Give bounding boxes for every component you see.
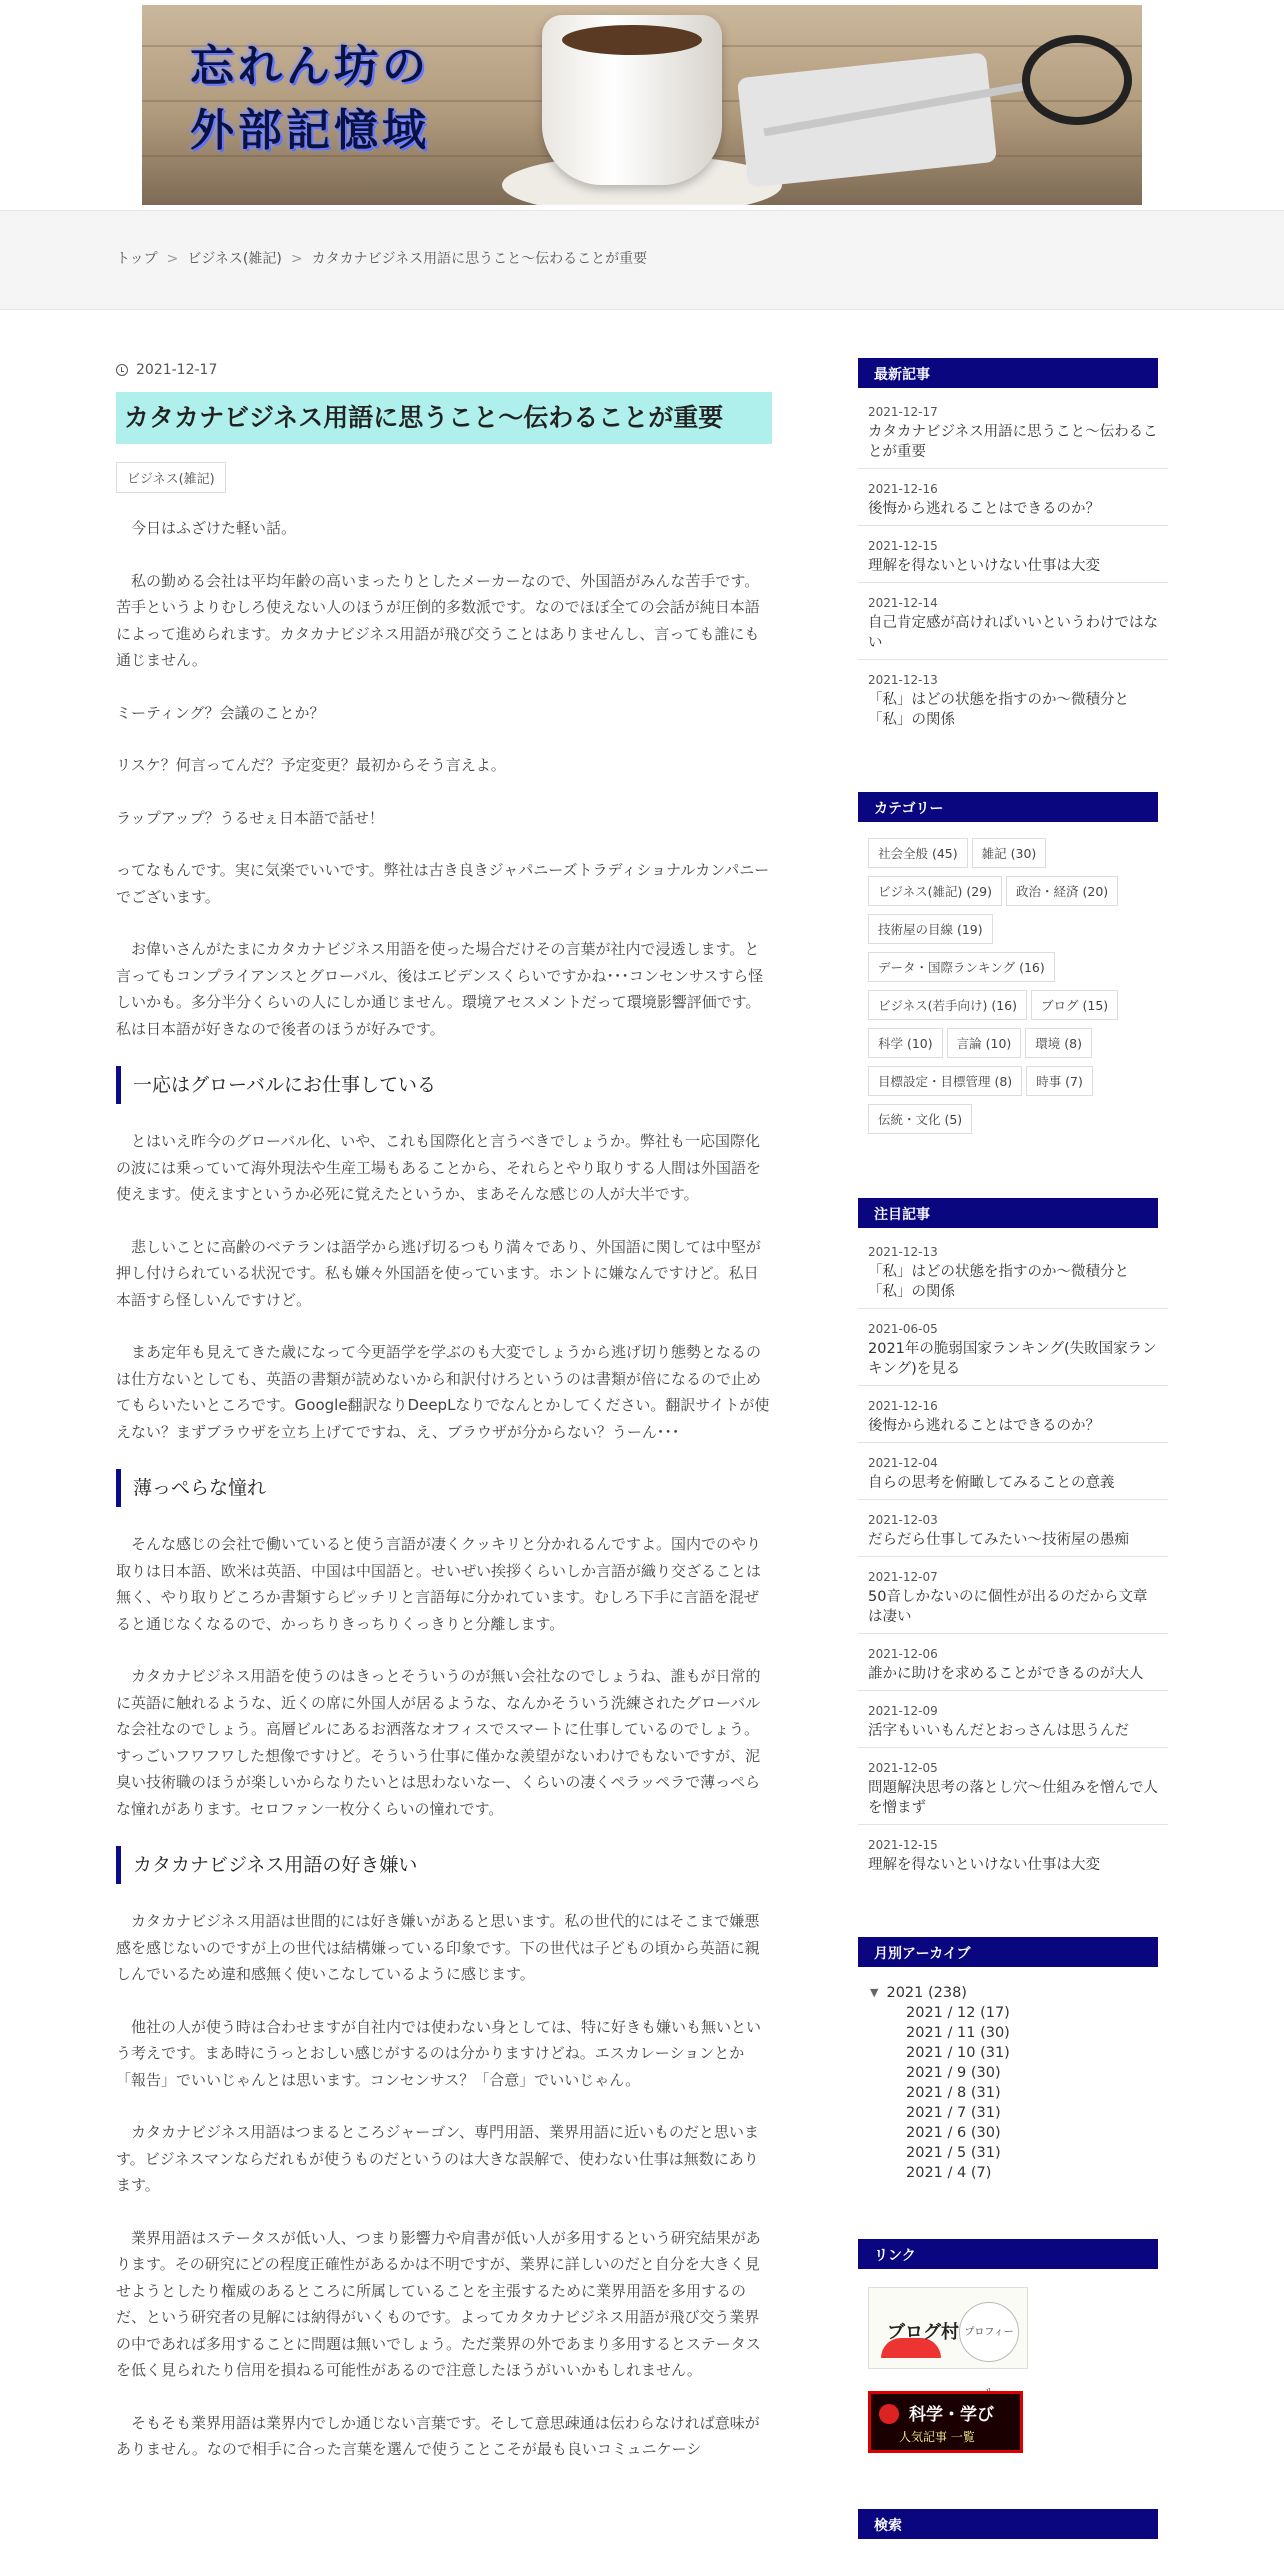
archive-widget xyxy=(858,1937,1168,2183)
category-tag[interactable]: ビジネス(雑記) (29) xyxy=(868,876,1002,906)
featured-post-date: 2021-12-09 xyxy=(868,1704,938,1718)
recent-post-item[interactable] xyxy=(858,660,1168,736)
breadcrumb-separator: > xyxy=(166,251,179,267)
paragraph: そんな感じの会社で働いていると使う言語が凄くクッキリと分かれるんですよ。国内でのやり取りは日本語、欧米は英語、中国は中国語と。せいぜい挨拶くらいしか言語が織り交ざることは無く、やり取りどころか書類すらピッチリと言語毎に分かれています。むしろ下手に言語を混ぜると通じなくなるので、かっちりきっちりくっきりと分離します。 xyxy=(116,1535,762,1633)
paragraph: ミーティング？会議のことか？ xyxy=(116,703,325,722)
archive-month-link[interactable]: 2021 / 10 (31) xyxy=(906,2045,1010,2061)
paragraph: カタカナビジネス用語を使うのはきっとそういうのが無い会社なのでしょうね、誰もが日常的に英語に触れるような、近くの席に外国人が居るような、なんかそういう洗練されたグローバルな会社なのでしょう。高層ビルにあるお洒落なオフィスでスマートに仕事しているのでしょう。すっごいフワフワした想像ですけど。そういう仕事に僅かな羨望がないわけでもないですが、泥臭い技術職のほうが楽しいからなりたいとは思わないなー、くらいの凄くペラッペラで薄っぺらな憧れがあります。セロファン一枚分くらいの憧れです。 xyxy=(116,1667,761,1818)
paragraph: お偉いさんがたまにカタカナビジネス用語を使った場合だけその言葉が社内で浸透します。と言ってもコンプライアンスとグローバル、後はエビデンスくらいですかね･･･コンセンサスすら怪しいかも。多分半分くらいの人にしか通じません。環境アセスメントだって環境影響評価です。私は日本語が好きなので後者のほうが好みです。 xyxy=(116,940,764,1038)
site-title xyxy=(190,35,430,163)
featured-post-item[interactable] xyxy=(858,1386,1168,1443)
featured-post-item[interactable] xyxy=(858,1500,1168,1557)
recent-post-date: 2021-12-16 xyxy=(868,482,938,496)
blogmura-text: ブログ村 xyxy=(887,2322,959,2343)
paragraph: 他社の人が使う時は合わせますが自社内では使わない身としては、特に好きも嫌いも無いという考えです。まあ時にうっとおしい感じがするのは分かりますけどね。エスカレーションとか「報告」でいいじゃんとは思います。コンセンサス？「合意」でいいじゃん。 xyxy=(116,2017,762,2089)
category-tag[interactable]: 言論 (10) xyxy=(947,1028,1022,1058)
science-banner-line2: 人気記事 一覧 xyxy=(899,2430,975,2444)
featured-post-item[interactable] xyxy=(858,1748,1168,1825)
archive-month-link[interactable]: 2021 / 8 (31) xyxy=(906,2085,1001,2101)
category-list xyxy=(858,822,1168,1142)
science-banner-line1: 科学・学び xyxy=(909,2405,994,2425)
featured-post-item[interactable] xyxy=(858,1557,1168,1634)
featured-post-date: 2021-06-05 xyxy=(868,1322,938,1336)
featured-post-title[interactable]: だらだら仕事してみたい～技術屋の愚痴 xyxy=(868,1532,1129,1548)
paragraph: 業界用語はステータスが低い人、つまり影響力や肩書が低い人が多用するという研究結果があります。その研究にどの程度正確性があるかは不明ですが、業界に詳しいのだと自分を大きく見せようとしたり権威のあるところに所属していることを主張するために業界用語を多用するのだ、という研究者の見解には納得がいくものです。よってカタカナビジネス用語が飛び交う業界の中であれば多用することに問題は無いでしょう。ただ業界の外であまり多用するとステータスを低く見られたり信用を損ねる可能性があるので注意したほうがいいかもしれません。 xyxy=(116,2228,761,2379)
paragraph: まあ定年も見えてきた歳になって今更語学を学ぶのも大変でしょうから逃げ切り態勢となるのは仕方ないとしても、英語の書類が読めないから和訳付けろというのは書類が倍になるので止めてもらいたいところです。Google翻訳なりDeepLなりでなんとかしてください。翻訳サイトが使えない？まずブラウザを立ち上げてですね、え、ブラウザが分からない？うーん･･･ xyxy=(116,1343,770,1441)
section-heading: 一応はグローバルにお仕事している xyxy=(116,1066,772,1104)
link-list xyxy=(858,2269,1168,2453)
breadcrumb-category-link[interactable]: ビジネス(雑記) xyxy=(187,251,282,267)
recent-post-item[interactable] xyxy=(858,526,1168,583)
sidebar xyxy=(858,358,1168,2539)
category-tag[interactable]: 社会全般 (45) xyxy=(868,838,968,868)
archive-month-link[interactable]: 2021 / 7 (31) xyxy=(906,2105,1001,2121)
profile-badge: プロフィー xyxy=(959,2302,1019,2362)
science-ranking-banner[interactable] xyxy=(868,2391,1023,2453)
featured-post-item[interactable] xyxy=(858,1232,1168,1309)
featured-post-title[interactable]: 自らの思考を俯瞰してみることの意義 xyxy=(868,1475,1115,1491)
archive-month-link[interactable]: 2021 / 11 (30) xyxy=(906,2025,1010,2041)
recent-post-date: 2021-12-17 xyxy=(868,405,938,419)
paragraph: 今日はふざけた軽い話。 xyxy=(131,519,297,537)
featured-post-date: 2021-12-03 xyxy=(868,1513,938,1527)
recent-posts-widget xyxy=(858,358,1168,736)
clock-icon xyxy=(116,364,128,376)
featured-post-date: 2021-12-06 xyxy=(868,1647,938,1661)
featured-post-title[interactable]: 50音しかないのに個性が出るのだから文章は凄い xyxy=(868,1589,1148,1625)
section-heading: 薄っぺらな憧れ xyxy=(116,1469,772,1507)
paragraph: 私の勤める会社は平均年齢の高いまったりとしたメーカーなので、外国語がみんな苦手です。苦手というよりむしろ使えない人のほうが圧倒的多数派です。なのでほぼ全ての会話が純日本語によって進められます。カタカナビジネス用語が飛び交うことはありませんし、言っても誰にも通じません。 xyxy=(116,571,760,669)
recent-post-date: 2021-12-15 xyxy=(868,539,938,553)
archive-year-label[interactable]: 2021 (238) xyxy=(886,1985,967,2001)
featured-post-title[interactable]: 後悔から逃れることはできるのか？ xyxy=(868,1418,1100,1434)
paragraph: カタカナビジネス用語はつまるところジャーゴン、専門用語、業界用語に近いものだと思います。ビジネスマンならだれもが使うものだというのは大きな誤解で、使わない仕事は無数にあります。 xyxy=(116,2123,760,2194)
featured-post-item[interactable] xyxy=(858,1825,1168,1881)
recent-post-date: 2021-12-13 xyxy=(868,673,938,687)
featured-posts-widget xyxy=(858,1198,1168,1881)
archive-year[interactable] xyxy=(870,1983,1156,2003)
featured-post-date: 2021-12-05 xyxy=(868,1761,938,1775)
featured-post-item[interactable] xyxy=(858,1443,1168,1500)
blogmura-banner[interactable] xyxy=(868,2287,1028,2369)
paragraph: カタカナビジネス用語は世間的には好き嫌いがあると思います。私の世代的にはそこまで嫌悪感を感じないのですが上の世代は結構嫌っている印象です。下の世代は子どもの頃から英語に親しんでいるため違和感無く使いこなしているように感じます。 xyxy=(116,1912,760,1983)
category-tag[interactable]: ビジネス(若手向け) (16) xyxy=(868,990,1027,1020)
article xyxy=(116,358,772,2463)
post-body xyxy=(116,515,772,2463)
category-tag[interactable]: 伝統・文化 (5) xyxy=(868,1104,972,1134)
featured-post-title[interactable]: 「私」はどの状態を指すのか～微積分と「私」の関係 xyxy=(868,1264,1129,1300)
category-tag[interactable]: 科学 (10) xyxy=(868,1028,943,1058)
section-heading: カタカナビジネス用語の好き嫌い xyxy=(116,1846,772,1884)
site-header xyxy=(0,0,1284,210)
link-widget xyxy=(858,2239,1168,2453)
archive-month-link[interactable]: 2021 / 4 (7) xyxy=(906,2165,992,2181)
coffee-image xyxy=(562,25,702,55)
chevron-down-icon[interactable]: ▼ xyxy=(870,1986,879,1999)
breadcrumb-current: カタカナビジネス用語に思うこと～伝わることが重要 xyxy=(311,251,648,267)
archive-month-link[interactable]: 2021 / 5 (31) xyxy=(906,2145,1001,2161)
paragraph: そもそも業界用語は業界内でしか通じない言葉です。そして意思疎通は伝わらなければ意味がありません。なので相手に合った言葉を選んで使うことこそが最も良いコミュニケーシ xyxy=(116,2413,760,2458)
archive-month-link[interactable]: 2021 / 12 (17) xyxy=(906,2005,1010,2021)
recent-post-title[interactable]: 自己肯定感が高ければいいというわけではない xyxy=(868,615,1158,651)
featured-post-title[interactable]: 理解を得ないといけない仕事は大変 xyxy=(868,1857,1100,1873)
site-banner[interactable] xyxy=(142,5,1142,205)
paragraph: リスケ？何言ってんだ？予定変更？最初からそう言えよ。 xyxy=(116,756,506,774)
category-tag[interactable]: 時事 (7) xyxy=(1026,1066,1093,1096)
category-tag[interactable]: ブログ (15) xyxy=(1031,990,1118,1020)
recent-post-item[interactable] xyxy=(858,583,1168,660)
featured-post-date: 2021-12-04 xyxy=(868,1456,938,1470)
recent-post-title[interactable]: 後悔から逃れることはできるのか？ xyxy=(868,501,1100,517)
widget-title: カテゴリー xyxy=(858,792,1158,822)
category-tag[interactable]: 目標設定・目標管理 (8) xyxy=(868,1066,1022,1096)
widget-title: 検索 xyxy=(858,2509,1158,2539)
featured-post-date: 2021-12-13 xyxy=(868,1245,938,1259)
recent-post-title[interactable]: 理解を得ないといけない仕事は大変 xyxy=(868,558,1100,574)
featured-post-date: 2021-12-15 xyxy=(868,1838,938,1852)
featured-post-date: 2021-12-07 xyxy=(868,1570,938,1584)
archive-month-link[interactable]: 2021 / 6 (30) xyxy=(906,2125,1001,2141)
recent-post-date: 2021-12-14 xyxy=(868,596,938,610)
post-date-text: 2021-12-17 xyxy=(136,362,218,378)
breadcrumb xyxy=(116,248,647,268)
archive-month-link[interactable]: 2021 / 9 (30) xyxy=(906,2065,1001,2081)
archive-months xyxy=(870,2003,1156,2183)
featured-post-title[interactable]: 問題解決思考の落とし穴～仕組みを憎んで人を憎まず xyxy=(868,1780,1158,1816)
paragraph: とはいえ昨今のグローバル化、いや、これも国際化と言うべきでしょうか。弊社も一応国際化の波には乗っていて海外現法や生産工場もあることから、それらとやり取りする人間は外国語を使えます。使えますというか必死に覚えたというか、まあそんな感じの人が大半です。 xyxy=(116,1132,762,1203)
widget-title: 注目記事 xyxy=(858,1198,1158,1228)
featured-post-title[interactable]: 活字もいいもんだとおっさんは思うんだ xyxy=(868,1723,1129,1739)
category-widget xyxy=(858,792,1168,1142)
widget-title: 月別アーカイブ xyxy=(858,1937,1158,1967)
category-tag[interactable]: 技術屋の目線 (19) xyxy=(868,914,993,944)
category-tag[interactable]: 環境 (8) xyxy=(1025,1028,1092,1058)
featured-post-item[interactable] xyxy=(858,1634,1168,1691)
featured-post-item[interactable] xyxy=(858,1309,1168,1386)
breadcrumb-home-link[interactable]: トップ xyxy=(116,251,158,267)
category-tag[interactable]: 雑記 (30) xyxy=(972,838,1047,868)
paragraph: 悲しいことに高齢のベテランは語学から逃げ切るつもり満々であり、外国語に関しては中堅が押し付けられている状況です。私も嫌々外国語を使っています。ホントに嫌なんですけど。私日本語すら怪しいんですけど。 xyxy=(116,1237,761,1309)
breadcrumb-bar xyxy=(0,210,1284,310)
widget-title: 最新記事 xyxy=(858,358,1158,388)
recent-post-title[interactable]: 「私」はどの状態を指すのか～微積分と「私」の関係 xyxy=(868,692,1129,728)
glasses-image xyxy=(1022,35,1132,125)
post-title: カタカナビジネス用語に思うこと～伝わることが重要 xyxy=(116,392,772,444)
featured-post-date: 2021-12-16 xyxy=(868,1399,938,1413)
category-tag[interactable]: データ・国際ランキング (16) xyxy=(868,952,1055,982)
recent-post-item[interactable] xyxy=(858,392,1168,469)
flask-icon xyxy=(879,2404,899,2424)
widget-title: リンク xyxy=(858,2239,1158,2269)
paragraph: ラップアップ？うるせぇ日本語で話せ！ xyxy=(116,808,384,827)
site-title-line1: 忘れん坊の xyxy=(190,41,430,92)
archive-list xyxy=(858,1967,1168,2183)
phone-image xyxy=(737,52,997,188)
post-date xyxy=(116,358,772,382)
recent-post-item[interactable] xyxy=(858,469,1168,526)
breadcrumb-separator: > xyxy=(290,251,303,267)
site-title-line2: 外部記憶域 xyxy=(190,105,430,156)
post-category-tag[interactable]: ビジネス(雑記) xyxy=(116,462,226,493)
paragraph: ってなもんです。実に気楽でいいです。弊社は古き良きジャパニーズトラディショナルカンパニーでございます。 xyxy=(116,861,770,906)
recent-post-title[interactable]: カタカナビジネス用語に思うこと～伝わることが重要 xyxy=(868,424,1158,460)
featured-post-title[interactable]: 2021年の脆弱国家ランキング(失敗国家ランキング)を見る xyxy=(868,1341,1157,1377)
featured-post-title[interactable]: 誰かに助けを求めることができるのが大人 xyxy=(868,1666,1144,1682)
category-tag[interactable]: 政治・経済 (20) xyxy=(1006,876,1118,906)
featured-post-item[interactable] xyxy=(858,1691,1168,1748)
